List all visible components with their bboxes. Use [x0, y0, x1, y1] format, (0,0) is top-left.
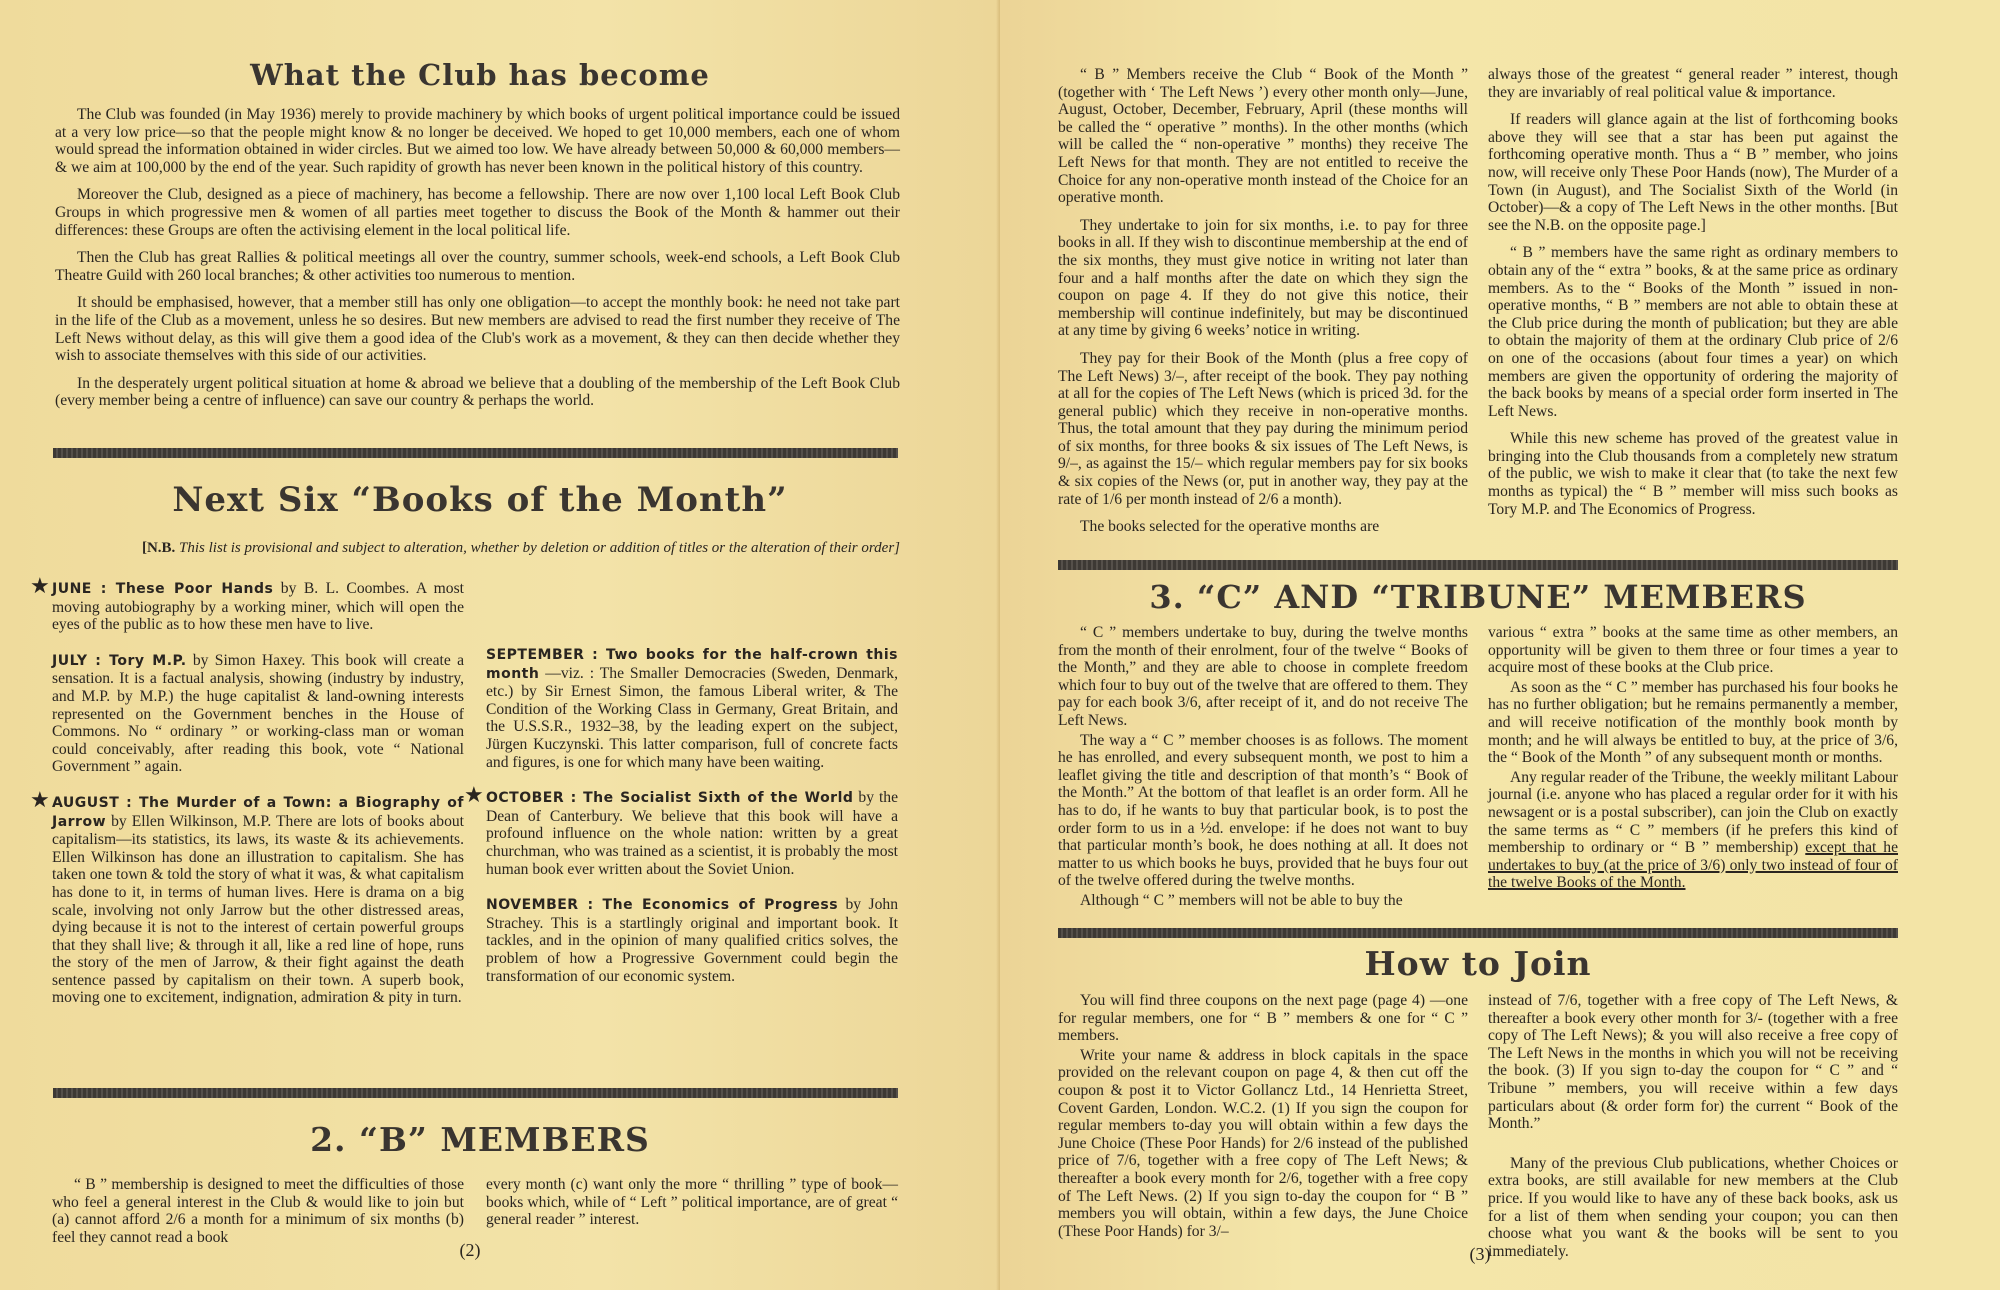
divider-rule: [1058, 928, 1898, 938]
book-item-august: [30, 786, 464, 1066]
how-to-join-title: How to Join: [1364, 944, 1592, 983]
book-item-july: [52, 652, 464, 776]
paragraph: They pay for their Book of the Month (plus a free copy of The Left News) 3/–, after receipt of the book. They pay nothing at all for the copies of The Left News (which is priced 3d. for the general public) which they receive in non-operative months. Thus, the total amount that they pay during the minimum period of six months, for three books & six issues of The Left News, is 9/–, as against the 15/– which regular members pay for six books & six copies of the News (or, put in another way, they pay at the rate of 1/6 per month instead of 2/6 a month).: [1058, 349, 1468, 508]
paragraph: The books selected for the operative months are: [1080, 518, 1380, 536]
paragraph: They undertake to join for six months, i.e. to pay for three books in all. If they wish to discontinue membership at the end of the six months, they must give notice in writing not later than four and a half months after the date on which they sign the coupon on page 4. If they do not give this notice, their membership will continue indefinitely, but may be discontinued at any time by giving 6 weeks’ notice in writing.: [1058, 216, 1468, 340]
book-description: by the Dean of Canterbury. We believe that this book will have a profound influence on the whole nation: written by a great churchman, who was trained as a scientist, it is probably the most human book ever written about the Soviet Union.: [486, 789, 898, 878]
note-label: [N.B.: [141, 540, 176, 556]
paragraph: Write your name & address in block capitals in the space provided on the relevant coupon on page 4, & then cut off the coupon & post it to Victor Gollancz Ltd., 14 Henrietta Street, Covent Garden, London. W.C.2. (1) If you sign the coupon for regular members to-day you will obtain within a few days the June Choice (These Poor Hands) for 2/6 instead of the published price of 7/6, together with a free copy of The Left News; & thereafter a book every month for 2/6, together with a free copy of The Left News. (2) If you sign to-day the coupon for “ B ” members you will obtain, within a few days, the June Choice (These Poor Hands) for 3/–: [1058, 1046, 1468, 1240]
paragraph: The way a “ C ” member chooses is as follows. The moment he has enrolled, and every subsequent month, we post to him a leaflet giving the title and description of that month’s “ Book of the Month.” At the bottom of that leaflet is an order form. All he has to do, if he wants to buy that particular book, is to post the order form to us in a ½d. envelope: if he does not want to buy that particular month’s book, he does nothing at all. It does not matter to us which books he buys, provided that he buys four out of the twelve offered during the twelve months.: [1058, 731, 1468, 890]
book-heading: JULY : Tory M.P.: [52, 652, 187, 669]
paragraph: every month (c) want only the more “ thrilling ” type of book—books which, while of “ Left ” political importance, are of great “ general reader ” interest.: [486, 1176, 898, 1229]
divider-rule: [1058, 560, 1898, 570]
book-item-september: [486, 646, 898, 771]
page-number: (2): [459, 1240, 481, 1260]
how-to-join-col-1: [1058, 992, 1468, 1250]
paragraph: While this new scheme has proved of the greatest value in bringing into the Club thousands from a completely new stratum of the public, we wish to make it clear that (to take the next few months as typical) the “ B ” member will miss such books as Tory M.P. and The Economics of Progress.: [1488, 430, 1898, 518]
paragraph: Moreover the Club, designed as a piece of machinery, has become a fellowship. There are now over 1,100 local Left Book Club Groups in which progressive men & women of all parties meet together to discuss the Book of the Month & hammer out their differences: these Groups are often the activising element in the local political life.: [55, 186, 900, 239]
how-to-join-col-2: [1488, 992, 1898, 1270]
c-members-title: 3. “C” AND “TRIBUNE” MEMBERS: [1149, 578, 1807, 616]
paragraph: “ C ” members undertake to buy, during the twelve months from the month of their enrolment, four of the twelve “ Books of the Month,” and they are able to choose in complete freedom which four to buy out of the twelve that are offered to them. They pay for each book 3/6, after receipt of it, and do not receive The Left News.: [1058, 624, 1468, 729]
book-description: by John Strachey. This is a startlingly original and important book. It tackles, and in the opinion of many qualified critics solves, the problem of how a Progressive Government could begin the transformation of our economic system.: [486, 896, 899, 985]
divider-rule: [53, 448, 898, 458]
b-members-col-2: [486, 1176, 898, 1229]
club-section-body: [55, 106, 900, 420]
book-heading: NOVEMBER : The Economics of Progress: [486, 897, 839, 914]
book-description: by Ellen Wilkinson, M.P. There are lots of books about capitalism—its statistics, its laws, its waste & its achievements. Ellen Wilkinson has done an illustration to capitalism. She has taken one town & told the story of what it was, & what capitalism has done to it, in terms of human lives. Here is drama on a big scale, involving not only Jarrow but the other distressed areas, dying because it is not to the interest of certain powerful groups that they shall live; & through it all, like a red line of hope, runs the story of the men of Jarrow, & their fight against the death sentence passed by capitalism on their town. A superb book, moving one to excitement, indignation, admiration & pity in turn.: [52, 812, 464, 1007]
paragraph: In the desperately urgent political situation at home & abroad we believe that a doubling of the membership of the Left Book Club (every member being a centre of influence) can save our country & perhaps the world.: [55, 374, 900, 410]
paragraph: “ B ” Members receive the Club “ Book of the Month ” (together with ‘ The Left News ’) every other month only—June, August, October, December, February, April (these months will be called the “ operative ” months). In the other months (which will be called the “ non-operative ” months) they receive The Left News for that month. They are not entitled to receive the Choice for any non-operative month instead of the Choice for an operative month.: [1058, 66, 1468, 207]
paragraph: instead of 7/6, together with a free copy of The Left News, & thereafter a book every other month for 3/- (together with a free copy of The Left News); & you will also receive a free copy of The Left News in the months in which you will not be receiving the book. (3) If you sign to-day the coupon for “ C ” and “ Tribune ” members, you will receive within a few days particulars about (& order form for) the current “ Book of the Month.”: [1488, 992, 1898, 1133]
book-item-june: [30, 573, 464, 634]
b-continued-col-2: [1488, 66, 1898, 528]
b-continued-col-1: [1058, 66, 1468, 546]
paragraph: Then the Club has great Rallies & political meetings all over the country, summer schools, week-end schools, a Left Book Club Theatre Guild with 260 local branches; & other activities too numerous to mention.: [55, 249, 900, 284]
paragraph: always those of the greatest “ general reader ” interest, though they are invariably of real political value & importance.: [1488, 66, 1898, 101]
paragraph: Many of the previous Club publications, whether Choices or extra books, are still available for new members at the Club price. If you would like to have any of these back books, ask us for a list of them when sending your coupon; you can then choose what you want & the books will be sent to you immediately.: [1488, 1154, 1898, 1260]
c-members-col-2: [1488, 624, 1898, 892]
star-icon: ★: [464, 782, 484, 808]
right-page: [1000, 0, 2000, 1290]
paragraph: “ B ” members have the same right as ordinary members to obtain any of the “ extra ” books, & at the same price as ordinary members. As to the “ Books of the Month ” issued in non-operative months, “ B ” members are not able to obtain these at the Club price during the month of publication; but they are able to obtain the majority of them at the ordinary Club price of 2/6 on one of the occasions (about four times a year) on which members are given the opportunity of ordering the majority of the back books by means of a special order form inserted in The Left News.: [1488, 244, 1898, 420]
b-members-col-1: [52, 1176, 464, 1246]
club-section-title: What the Club has become: [250, 58, 710, 92]
paragraph: You will find three coupons on the next page (page 4) —one for regular members, one for “ B ” members & one for “ C ” members.: [1058, 992, 1468, 1045]
paragraph: As soon as the “ C ” member has purchased his four books he has no further obligation; but he remains permanently a member, and will receive notification of the monthly book month by month; and he will always be entitled to buy, at the price of 3/6, the “ Book of the Month ” of any subsequent month or months.: [1488, 678, 1898, 767]
c-members-col-1: [1058, 624, 1468, 920]
book-list-col-2: [464, 580, 899, 1003]
book-description: by Simon Haxey. This book will create a sensation. It is a factual analysis, showing (industry by industry, and M.P. by M.P.) the huge capitalist & land-owning interests represented on the Government benches in the House of Commons. No “ ordinary ” or working-class man or woman could conceivably, after reading this book, vote “ National Government ” again.: [52, 651, 464, 776]
page-number: (3): [1469, 1244, 1491, 1264]
underlined-condition: except that he undertakes to buy (at the price of 3/6) only two instead of four of the twelve Books of the Month.: [1488, 839, 1899, 892]
paragraph: If readers will glance again at the list of forthcoming books above they will see that a star has been put against the forthcoming operative month. Thus a “ B ” member, who joins now, will receive only These Poor Hands (now), The Murder of a Town (in August), and The Socialist Sixth of the World (in October)—& a copy of The Left News in the other months. [But see the N.B. on the opposite page.]: [1488, 111, 1898, 234]
books-section-title: Next Six “Books of the Month”: [172, 480, 788, 520]
book-heading: JUNE : These Poor Hands: [52, 581, 274, 597]
paragraph: Although “ C ” members will not be able to buy the: [1080, 891, 1403, 909]
star-icon: ★: [30, 786, 50, 812]
star-icon: ★: [30, 573, 50, 598]
paragraph: Any regular reader of the Tribune, the weekly militant Labour journal (i.e. anyone who has placed a regular order for it with his newsagent or is a postal subscriber), can join the Club on exactly the same terms as “ C ” members (if he prefers this kind of membership to ordinary or “ B ” membership): [1488, 768, 1898, 857]
provisional-note: [50, 540, 900, 557]
book-heading: AUGUST : The Murder of a Town: a Biography of Jarrow: [52, 794, 464, 830]
book-heading: OCTOBER : The Socialist Sixth of the World: [486, 790, 854, 807]
book-item-october: [464, 782, 898, 878]
book-heading: SEPTEMBER : Two books for the half-crown this month: [486, 647, 898, 682]
paragraph: “ B ” membership is designed to meet the difficulties of those who feel a general interest in the Club & would like to join but (a) cannot afford 2/6 a month for a minimum of six months (b) feel they cannot read a book: [52, 1176, 464, 1246]
note-text: This list is provisional and subject to alteration, whether by deletion or addition of titles or the alteration of their order]: [179, 540, 900, 556]
book-description: by B. L. Coombes. A most moving autobiography by a working miner, which will open the eyes of the public as to how these men have to live.: [52, 580, 464, 634]
divider-rule: [53, 1088, 898, 1098]
book-item-november: [486, 896, 898, 985]
paragraph: various “ extra ” books at the same time as other members, an opportunity will be given to them three or four times a year to acquire most of these books at the Club price.: [1488, 624, 1898, 677]
book-list-col-1: [30, 573, 464, 1084]
paragraph: The Club was founded (in May 1936) merely to provide machinery by which books of urgent political importance could be issued at a very low price—so that the people might know & no longer be deceived. We hoped to get 10,000 members, each one of whom would spread the information obtained in wider circles. But we aimed too low. We have already between 50,000 & 60,000 members—& we aim at 100,000 by the end of the year. Such rapidity of growth has never been known in the political history of this country.: [55, 106, 900, 176]
b-members-title: 2. “B” MEMBERS: [310, 1120, 650, 1159]
book-description: —viz. : The Smaller Democracies (Sweden, Denmark, etc.) by Sir Ernest Simon, the famous Liberal writer, & The Condition of the Working Class in Germany, Great Britain, and the U.S.S.R., 1932–38, by the leading expert on the subject, Jürgen Kuczynski. This latter comparison, full of concrete facts and figures, is one for which many have been waiting.: [486, 664, 898, 771]
paragraph: It should be emphasised, however, that a member still has only one obligation—to accept the monthly book: he need not take part in the life of the Club as a movement, unless he so desires. But new members are advised to read the first number they receive of The Left News without delay, as this will give them a good idea of the Club's work as a movement, & they can then decide whether they wish to associate themselves with this side of our activities.: [55, 294, 900, 365]
